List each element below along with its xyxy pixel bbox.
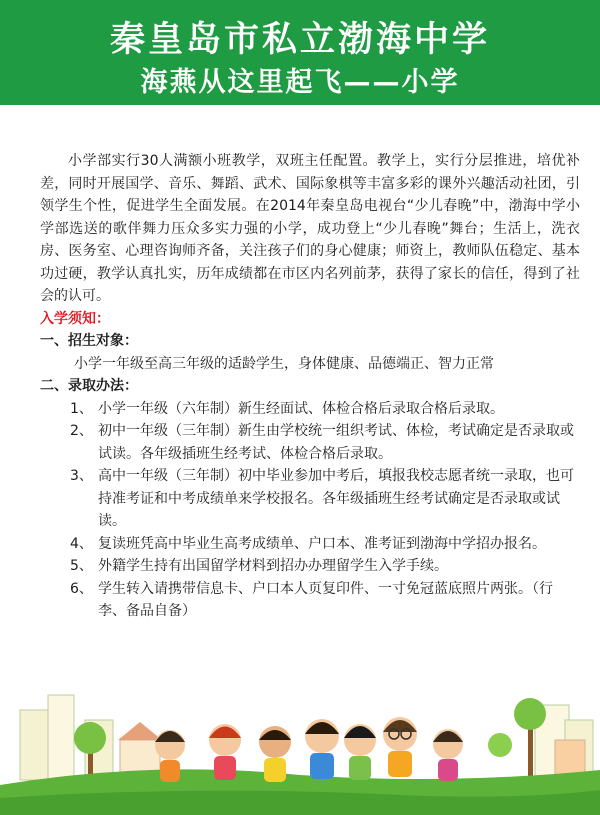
slogan: 海燕从这里起飞——小学 (140, 67, 460, 98)
item-text: 初中一年级（三年制）新生由学校统一组织考试、体检，考试确定是否录取或试读。各年级插班生经考试、体检合格后录取。 (98, 423, 574, 462)
admission-item-5 (40, 555, 580, 578)
item-text: 学生转入请携带信息卡、户口本人页复印件、一寸免冠蓝底照片两张。（行李、备品自备） (98, 580, 553, 619)
child-4 (305, 719, 339, 779)
intro-paragraph: 小学部实行30人满额小班教学，双班主任配置。教学上，实行分层推进，培优补差，同时开展国学、音乐、舞蹈、武术、国际象棋等丰富多彩的课外兴趣活动社团，引领学生个性，促进学生全面发展。在2014年秦皇岛电视台“少儿春晚”中，渤海中学小学部选送的歌伴舞力压众多实力强的小学，成功登上“少儿春晚”舞台；生活上，洗衣房、医务室、心理咨询师齐备，关注孩子们的身心健康；师资上，教师队伍稳定、基本功过硬，教学认真扎实，历年成绩都在市区内名列前茅，获得了家长的信任，得到了社会的认可。 (40, 153, 580, 304)
admission-item-3 (40, 465, 580, 533)
section-2-title: 二、录取办法： (40, 378, 138, 394)
admission-list (40, 398, 580, 623)
item-text: 复读班凭高中毕业生高考成绩单、户口本、准考证到渤海中学招办报名。 (98, 535, 546, 552)
item-number: 2、 (70, 423, 93, 439)
child-6 (383, 717, 417, 777)
item-number: 3、 (70, 468, 93, 484)
admission-item-1 (40, 398, 580, 421)
content-body (40, 150, 580, 623)
school-name: 秦皇岛市私立渤海中学 (109, 20, 490, 60)
item-text: 高中一年级（三年制）初中毕业参加中考后，填报我校志愿者统一录取，也可持准考证和中考成绩单来学校报名。各年级插班生经考试确定是否录取或试读。 (98, 468, 574, 529)
child-7 (433, 729, 463, 781)
admission-item-6 (40, 578, 580, 623)
child-5 (344, 724, 376, 780)
admission-item-4 (40, 533, 580, 556)
section-1-text: 小学一年级至高三年级的适龄学生，身体健康、品德端正、智力正常 (74, 355, 494, 372)
section-1-title: 一、招生对象： (40, 333, 138, 349)
item-text: 小学一年级（六年制）新生经面试、体检合格后录取合格后录取。 (98, 400, 504, 417)
item-number: 1、 (70, 400, 93, 417)
item-number: 5、 (70, 558, 93, 574)
children-illustration (0, 690, 600, 815)
header-banner (0, 0, 600, 105)
item-number: 6、 (70, 580, 93, 597)
admission-item-2 (40, 420, 580, 465)
notice-title: 入学须知： (40, 310, 110, 327)
item-text: 外籍学生持有出国留学材料到招办办理留学生入学手续。 (98, 558, 448, 574)
item-number: 4、 (70, 535, 93, 552)
